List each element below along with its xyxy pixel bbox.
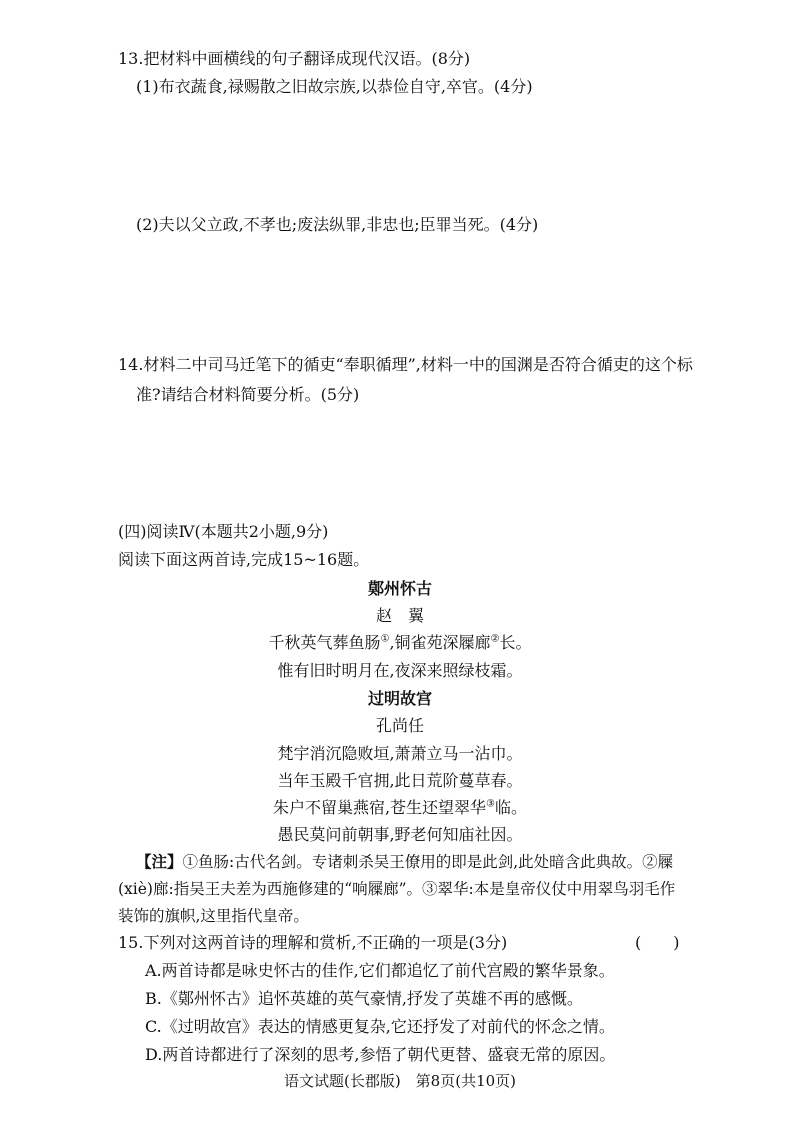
q14-line1: 14.材料二中司马迁笔下的循吏“奉职循理”,材料一中的国渊是否符合循吏的这个标 [118,355,693,374]
q13-title: 13.把材料中画横线的句子翻译成现代汉语。(8分) [118,49,471,68]
poem2-line4: 愚民莫问前朝事,野老何知庙社因。 [277,825,523,844]
q15-stem: 15.下列对这两首诗的理解和赏析,不正确的一项是(3分) [118,933,508,952]
poem1-line2: 惟有旧时明月在,夜深来照绿枝霜。 [277,661,523,680]
q13-sub2: (2)夫以父立政,不孝也;废法纵罪,非忠也;臣罪当死。(4分) [136,215,539,234]
section4-heading: (四)阅读Ⅳ(本题共2小题,9分) [118,522,329,541]
footnote-mark-2: ② [490,633,500,645]
q14-line2: 准?请结合材料简要分析。(5分) [136,385,360,404]
poem2-line3-part-a: 朱户不留巢燕宿,苍生还望翠华 [272,798,487,817]
q15-answer-blank: ( ) [635,933,680,952]
note-line3: 装饰的旗帜,这里指代皇帝。 [118,907,309,925]
poem1-author: 赵 翼 [375,606,424,625]
footnote-mark-1: ① [380,633,390,645]
page-footer: 语文试题(长郡版) 第8页(共10页) [283,1072,517,1090]
poem1-title: 鄚州怀古 [367,579,432,598]
poem1-line1-part-c: 长。 [499,633,532,652]
poem2-line3-part-b: 临。 [495,798,528,817]
poem1-line1-part-a: 千秋英气葬鱼肠 [268,633,381,652]
note-line1 [136,850,673,872]
q15-option-c: C.《过明故宫》表达的情感更复杂,它还抒发了对前代的怀念之情。 [145,1017,615,1036]
q15-option-b: B.《鄚州怀古》追怀英雄的英气豪情,抒发了英雄不再的感慨。 [145,989,583,1008]
poem2-line2: 当年玉殿千官拥,此日荒阶蔓草春。 [277,771,523,790]
poem1-line1 [0,630,800,653]
footnote-mark-3: ③ [486,798,496,810]
note-label: 【注】 [136,852,183,871]
q15-option-d: D.两首诗都进行了深刻的思考,参悟了朝代更替、盛衰无常的原因。 [145,1045,616,1064]
poem1-line1-part-b: ,铜雀苑深屧廊 [389,633,491,652]
q15-option-a: A.两首诗都是咏史怀古的佳作,它们都追忆了前代宫殿的繁华景象。 [145,961,615,980]
poem2-line3 [0,795,800,818]
poem2-title: 过明故宫 [367,689,432,708]
note-line2: (xiè)廊:指吴王夫差为西施修建的“响屧廊”。③翠华:本是皇帝仪仗中用翠鸟羽毛作 [118,880,676,898]
poem2-line1: 梵宇消沉隐败垣,萧萧立马一沾巾。 [277,744,523,763]
section4-instruction: 阅读下面这两首诗,完成15~16题。 [118,550,370,569]
note-text-1: ①鱼肠:古代名剑。专诸刺杀吴王僚用的即是此剑,此处暗含此典故。②屧 [182,853,674,871]
q13-sub1: (1)布衣蔬食,禄赐散之旧故宗族,以恭俭自守,卒官。(4分) [136,77,533,96]
poem2-author: 孔尚任 [375,716,424,735]
